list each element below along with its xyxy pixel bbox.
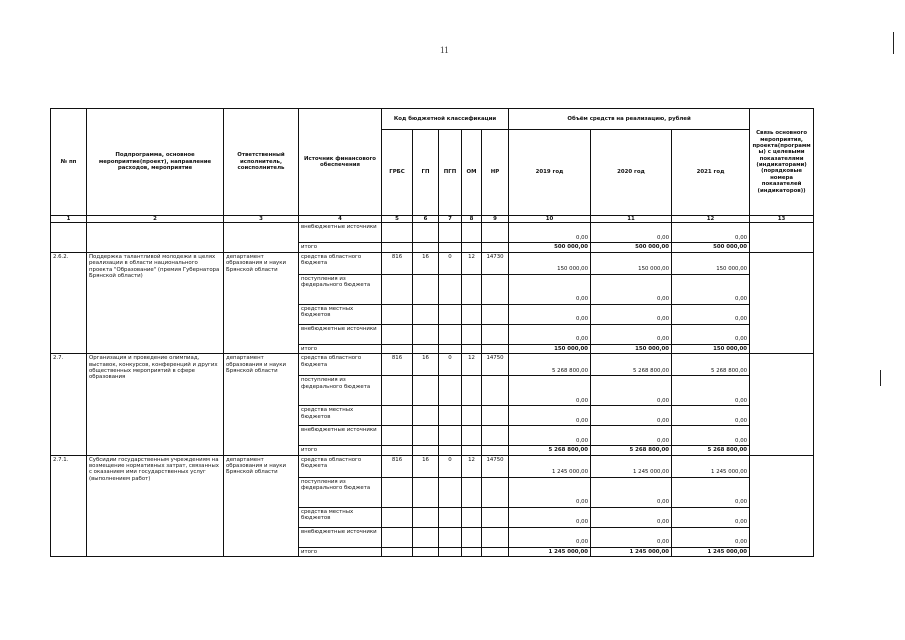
indicator-link (750, 354, 814, 455)
column-number: 4 (299, 216, 382, 223)
header-num: № пп (51, 109, 87, 216)
code-grbs (382, 304, 413, 324)
indicator-link (750, 252, 814, 353)
value-2021: 0,00 (672, 223, 750, 243)
item-executor: департамент образования и науки Брянской области (224, 455, 299, 556)
value-2019: 0,00 (509, 426, 591, 446)
item-number: 2.7.1. (51, 455, 87, 556)
code-gp (413, 527, 439, 547)
page-number: 11 (440, 45, 449, 55)
code-pgp: 0 (439, 354, 462, 376)
scan-edge-mark (893, 32, 894, 54)
value-2020: 0,00 (591, 376, 672, 406)
source-cell: средства областного бюджета (299, 455, 382, 477)
code-gp (413, 446, 439, 455)
code-gp (413, 304, 439, 324)
value-2020: 5 268 800,00 (591, 354, 672, 376)
code-om: 12 (462, 455, 482, 477)
code-nr (482, 547, 509, 556)
code-grbs (382, 324, 413, 344)
code-nr: 14750 (482, 455, 509, 477)
total-2019: 500 000,00 (509, 243, 591, 252)
source-cell: поступления из федерального бюджета (299, 376, 382, 406)
code-pgp (439, 477, 462, 507)
source-cell: итого (299, 344, 382, 353)
column-number: 13 (750, 216, 814, 223)
code-gp (413, 547, 439, 556)
value-2020: 0,00 (591, 507, 672, 527)
code-pgp (439, 376, 462, 406)
value-2021: 0,00 (672, 324, 750, 344)
value-2020: 1 245 000,00 (591, 547, 672, 556)
header-om: ОМ (462, 130, 482, 216)
value-2019: 0,00 (509, 376, 591, 406)
column-number: 1 (51, 216, 87, 223)
code-nr (482, 527, 509, 547)
value-2020: 0,00 (591, 304, 672, 324)
header-pgp: ПГП (439, 130, 462, 216)
code-grbs: 816 (382, 354, 413, 376)
value-2020: 150 000,00 (591, 344, 672, 353)
code-nr (482, 426, 509, 446)
code-pgp: 0 (439, 455, 462, 477)
code-nr (482, 274, 509, 304)
code-om (462, 324, 482, 344)
column-number: 10 (509, 216, 591, 223)
column-number: 2 (87, 216, 224, 223)
value-2020: 0,00 (591, 426, 672, 446)
code-om (462, 406, 482, 426)
header-executor: Ответственный исполнитель, соисполнитель (224, 109, 299, 216)
column-number: 11 (591, 216, 672, 223)
code-pgp (439, 344, 462, 353)
value-2019: 5 268 800,00 (509, 354, 591, 376)
source-cell: средства областного бюджета (299, 354, 382, 376)
value-2020: 150 000,00 (591, 252, 672, 274)
source-cell: внебюджетные источники (299, 527, 382, 547)
column-number: 7 (439, 216, 462, 223)
value-2021: 150 000,00 (672, 252, 750, 274)
value-2021: 1 245 000,00 (672, 547, 750, 556)
header-gp: ГП (413, 130, 439, 216)
column-number: 3 (224, 216, 299, 223)
source-cell: поступления из федерального бюджета (299, 274, 382, 304)
value-2019: 0,00 (509, 304, 591, 324)
code-gp (413, 507, 439, 527)
value-2021: 0,00 (672, 406, 750, 426)
code-pgp (439, 406, 462, 426)
table-row (51, 223, 814, 243)
table-row (51, 455, 814, 477)
code-pgp (439, 507, 462, 527)
header-nr: НР (482, 130, 509, 216)
code-grbs (382, 527, 413, 547)
header-link: Связь основного мероприятия, проекта(программы) с целевыми показателями (индикаторами) (порядковые номера показателей (индикаторов)) (750, 109, 814, 216)
code-grbs (382, 446, 413, 455)
value-2021: 1 245 000,00 (672, 455, 750, 477)
value-2019: 0,00 (509, 527, 591, 547)
code-pgp (439, 527, 462, 547)
header-2021: 2021 год (672, 130, 750, 216)
item-number: 2.7. (51, 354, 87, 455)
code-gp (413, 477, 439, 507)
budget-table (50, 108, 814, 557)
value-2021: 150 000,00 (672, 344, 750, 353)
code-grbs (382, 547, 413, 556)
value-2019: 150 000,00 (509, 252, 591, 274)
code-nr: 14730 (482, 252, 509, 274)
code-gp (413, 406, 439, 426)
code-om (462, 527, 482, 547)
item-title: Поддержка талантливой молодежи в целях реализации в области национального проекта "Образование" (премия Губернатора Брянской области) (87, 252, 224, 353)
value-2021: 0,00 (672, 527, 750, 547)
value-2020: 0,00 (591, 406, 672, 426)
value-2019: 0,00 (509, 507, 591, 527)
column-number: 12 (672, 216, 750, 223)
code-grbs (382, 507, 413, 527)
source-cell: итого (299, 547, 382, 556)
code-om (462, 507, 482, 527)
code-gp: 16 (413, 354, 439, 376)
item-executor: департамент образования и науки Брянской области (224, 354, 299, 455)
code-gp (413, 426, 439, 446)
value-2020: 0,00 (591, 274, 672, 304)
code-om: 12 (462, 252, 482, 274)
code-pgp: 0 (439, 252, 462, 274)
value-2021: 0,00 (672, 274, 750, 304)
value-2019: 1 245 000,00 (509, 455, 591, 477)
code-gp (413, 274, 439, 304)
column-number: 8 (462, 216, 482, 223)
value-2019: 0,00 (509, 324, 591, 344)
value-2021: 5 268 800,00 (672, 446, 750, 455)
header-program: Подпрограмма, основное мероприятие(проект), направление расходов, мероприятие (87, 109, 224, 216)
value-2019: 5 268 800,00 (509, 446, 591, 455)
value-2019: 0,00 (509, 223, 591, 243)
column-number-row (51, 216, 814, 223)
source-cell: итого (299, 446, 382, 455)
item-number: 2.6.2. (51, 252, 87, 353)
total-2021: 500 000,00 (672, 243, 750, 252)
code-nr (482, 376, 509, 406)
value-2020: 5 268 800,00 (591, 446, 672, 455)
code-om (462, 547, 482, 556)
source-cell: средства местных бюджетов (299, 507, 382, 527)
code-pgp (439, 304, 462, 324)
total-2020: 500 000,00 (591, 243, 672, 252)
item-title: Субсидии государственным учреждениям на возмещение нормативных затрат, связанных с оказанием ими государственных услуг (выполнением работ) (87, 455, 224, 556)
code-nr (482, 446, 509, 455)
code-pgp (439, 446, 462, 455)
code-nr (482, 344, 509, 353)
code-grbs (382, 274, 413, 304)
code-grbs (382, 426, 413, 446)
column-number: 5 (382, 216, 413, 223)
value-2020: 0,00 (591, 223, 672, 243)
code-grbs (382, 406, 413, 426)
column-number: 6 (413, 216, 439, 223)
header-2020: 2020 год (591, 130, 672, 216)
value-2021: 0,00 (672, 304, 750, 324)
code-nr (482, 324, 509, 344)
value-2021: 0,00 (672, 477, 750, 507)
value-2021: 5 268 800,00 (672, 354, 750, 376)
code-om (462, 376, 482, 406)
table-row (51, 252, 814, 274)
column-number: 9 (482, 216, 509, 223)
value-2019: 150 000,00 (509, 344, 591, 353)
source-cell: поступления из федерального бюджета (299, 477, 382, 507)
code-pgp (439, 274, 462, 304)
source-cell: внебюджетные источники (299, 426, 382, 446)
value-2020: 0,00 (591, 477, 672, 507)
code-gp: 16 (413, 252, 439, 274)
header-grbs: ГРБС (382, 130, 413, 216)
code-om (462, 477, 482, 507)
source-cell: средства областного бюджета (299, 252, 382, 274)
code-gp: 16 (413, 455, 439, 477)
code-grbs (382, 477, 413, 507)
code-grbs (382, 376, 413, 406)
code-om (462, 274, 482, 304)
source-cell: внебюджетные источники (299, 223, 382, 243)
code-nr (482, 507, 509, 527)
code-gp (413, 324, 439, 344)
code-om (462, 344, 482, 353)
code-gp (413, 344, 439, 353)
code-pgp (439, 426, 462, 446)
header-kbk-group: Код бюджетной классификации (382, 109, 509, 130)
value-2019: 0,00 (509, 274, 591, 304)
code-om (462, 446, 482, 455)
value-2021: 0,00 (672, 426, 750, 446)
code-grbs: 816 (382, 252, 413, 274)
code-pgp (439, 324, 462, 344)
code-pgp (439, 547, 462, 556)
item-executor: департамент образования и науки Брянской области (224, 252, 299, 353)
source-cell: средства местных бюджетов (299, 304, 382, 324)
code-om (462, 426, 482, 446)
value-2020: 1 245 000,00 (591, 455, 672, 477)
indicator-link (750, 455, 814, 556)
code-grbs: 816 (382, 455, 413, 477)
source-cell: итого (299, 243, 382, 252)
value-2019: 0,00 (509, 477, 591, 507)
item-title: Организация и проведение олимпиад, выставок, конкурсов, конференций и других общественных мероприятий в сфере образования (87, 354, 224, 455)
value-2020: 0,00 (591, 324, 672, 344)
code-nr (482, 304, 509, 324)
code-om: 12 (462, 354, 482, 376)
value-2021: 0,00 (672, 376, 750, 406)
source-cell: внебюджетные источники (299, 324, 382, 344)
value-2021: 0,00 (672, 507, 750, 527)
code-grbs (382, 344, 413, 353)
code-gp (413, 376, 439, 406)
table-row (51, 354, 814, 376)
value-2020: 0,00 (591, 527, 672, 547)
header-2019: 2019 год (509, 130, 591, 216)
code-nr (482, 477, 509, 507)
value-2019: 0,00 (509, 406, 591, 426)
code-om (462, 304, 482, 324)
code-nr: 14750 (482, 354, 509, 376)
source-cell: средства местных бюджетов (299, 406, 382, 426)
header-volume-group: Объём средств на реализацию, рублей (509, 109, 750, 130)
code-nr (482, 406, 509, 426)
scan-edge-mark (880, 370, 881, 386)
value-2019: 1 245 000,00 (509, 547, 591, 556)
header-source: Источник финансового обеспечения (299, 109, 382, 216)
